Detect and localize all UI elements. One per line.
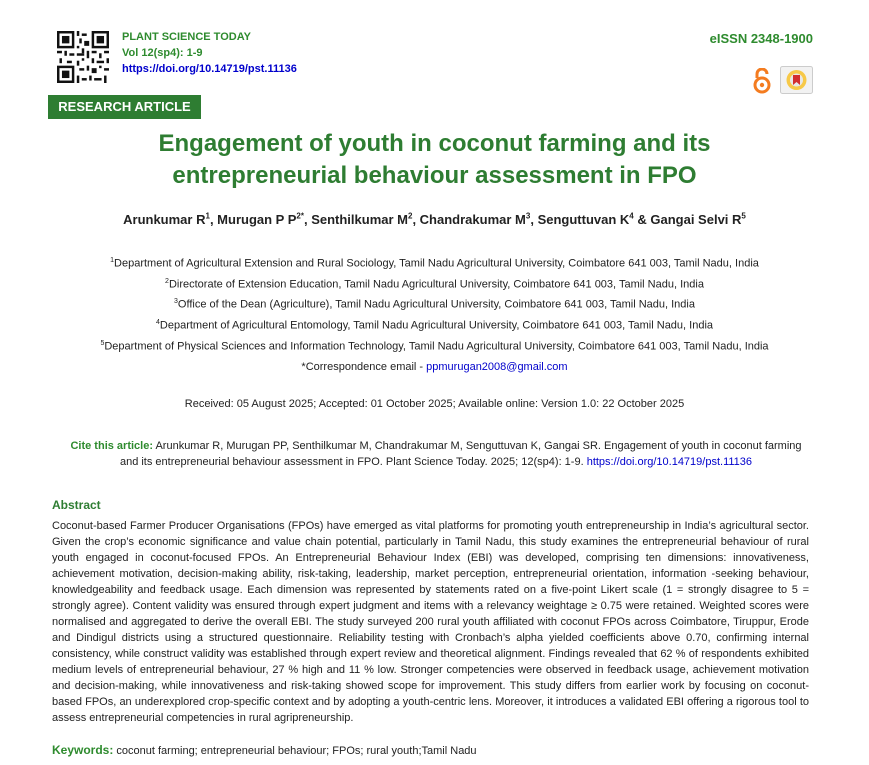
article-type-badge: RESEARCH ARTICLE [48, 95, 201, 119]
author: Chandrakumar $M^3$, [419, 212, 538, 228]
affiliation: $^4$Department of Agricultural Entomology, Tamil Nadu Agricultural University, Coimbatore 641 003, Tamil Nadu, India [155, 318, 714, 332]
affiliations [0, 252, 869, 355]
correspondence [0, 361, 869, 373]
article-title [0, 128, 869, 192]
affiliation: $^3$Office of the Dean (Agriculture), Tamil Nadu Agricultural University, Coimbatore 641 003, Tamil Nadu, India [174, 298, 695, 311]
cite-doi-link[interactable]: https://doi.org/10.14719/pst.11136 [586, 456, 753, 468]
cite-label: Cite this article: [70, 440, 153, 452]
author-list [0, 212, 869, 227]
abstract-text: Coconut-based Farmer Producer Organisations (FPOs) have emerged as vital platforms for promoting youth entrepreneurship in India’s agricultural sector. Given the crop’s economic significance and value chain potential, particularly in Tamil Nadu, this study examines the entrepreneurial behaviour of rural youth engaged in coconut-focused FPOs. An Entrepreneurial Behaviour Index (EBI) was developed, comprising ten dimensions: innovativeness, achievement motivation, decision-making ability, risk-taking, leadership, market perception, entrepreneurial orientation, information -seeking behaviour, knowledgeability and feedback usage. Each dimension was represented by statements rated on a five-point Likert scale (1 = strongly disagree to 5 = strongly agree). Content validity was ensured through expert judgment and items with a relevancy weightage ≥ 0.75 were retained. Weighted scores were normalised and aggregated to derive the overall EBI. The study surveyed 200 rural youth affiliated with coconut FPOs across Coimbatore, Tiruppur, Erode and Dindigul districts using a structured questionnaire. Reliability testing with Cronbach’s alpha yielded coefficients above 0.70, confirming internal consistency, while construct validity was established through expert review and theoretical alignment. Findings revealed that 62 % of respondents exhibited medium levels of entrepreneurial behaviour, 27 % high and 11 % low. Stronger competencies were observed in feedback usage, achievement motivation and decision-making, while innovativeness and risk-taking showed scope for improvement. This study differs from earlier work by focusing on coconut-based FPOs, an underexplored crop-specific context and by adopting a youth-centric lens. Moreover, it introduces a validated EBI offering a rigorous tool to assess entrepreneurial competencies in rural agripreneurship. [52, 520, 809, 724]
publication-dates: Received: 05 August 2025; Accepted: 01 October 2025; Available online: Version 1.0: 22 October 2025 [184, 398, 685, 410]
affiliation: $^2$Directorate of Extension Education, Tamil Nadu Agricultural University, Coimbatore 641 003, Tamil Nadu, India [165, 277, 704, 291]
author: Senthilkumar $M^2$, [311, 212, 420, 228]
open-access-icon [751, 68, 773, 94]
citation [60, 438, 812, 470]
journal-info [122, 29, 297, 77]
author: Gangai Selvi $R^5$ [650, 212, 746, 228]
affiliation: $^5$Department of Physical Sciences and Information Technology, Tamil Nadu Agricultural University, Coimbatore 641 003, Tamil Nadu, India [100, 339, 769, 353]
keywords [52, 743, 477, 757]
cite-text: Arunkumar R, Murugan PP, Senthilkumar M, Chandrakumar M, Senguttuvan K, Gangai SR. Engagement of youth in coconut farming and its entrepreneurial behaviour assessment in FPO. Plant Science Today. 2025; 12(sp4): 1-9. [119, 440, 802, 468]
journal-name: PLANT SCIENCE TODAY [122, 31, 251, 43]
correspondence-label: *Correspondence email - [301, 361, 424, 373]
keywords-text: coconut farming; entrepreneurial behaviour; FPOs; rural youth;Tamil Nadu [116, 745, 477, 757]
crossmark-icon[interactable] [780, 66, 813, 94]
journal-volume: Vol 12(sp4): 1-9 [122, 47, 203, 59]
title-line: entrepreneurial behaviour assessment in FPO [172, 162, 697, 189]
author: Murugan P $P^{2*}$, [217, 212, 312, 228]
correspondence-email[interactable]: ppmurugan2008@gmail.com [426, 361, 568, 373]
author: Senguttuvan $K^4$ & [537, 212, 651, 228]
affiliation: $^1$Department of Agricultural Extension and Rural Sociology, Tamil Nadu Agricultural University, Coimbatore 641 003, Tamil Nadu, India [110, 257, 759, 270]
author: Arunkumar $R^1$, [123, 212, 218, 228]
keywords-label: Keywords: [52, 743, 114, 757]
qr-code-icon [57, 31, 109, 83]
issn: eISSN 2348-1900 [709, 31, 813, 46]
abstract-heading: Abstract [52, 498, 101, 512]
doi-link[interactable]: https://doi.org/10.14719/pst.11136 [122, 63, 297, 75]
title-line: Engagement of youth in coconut farming and its [158, 130, 711, 157]
